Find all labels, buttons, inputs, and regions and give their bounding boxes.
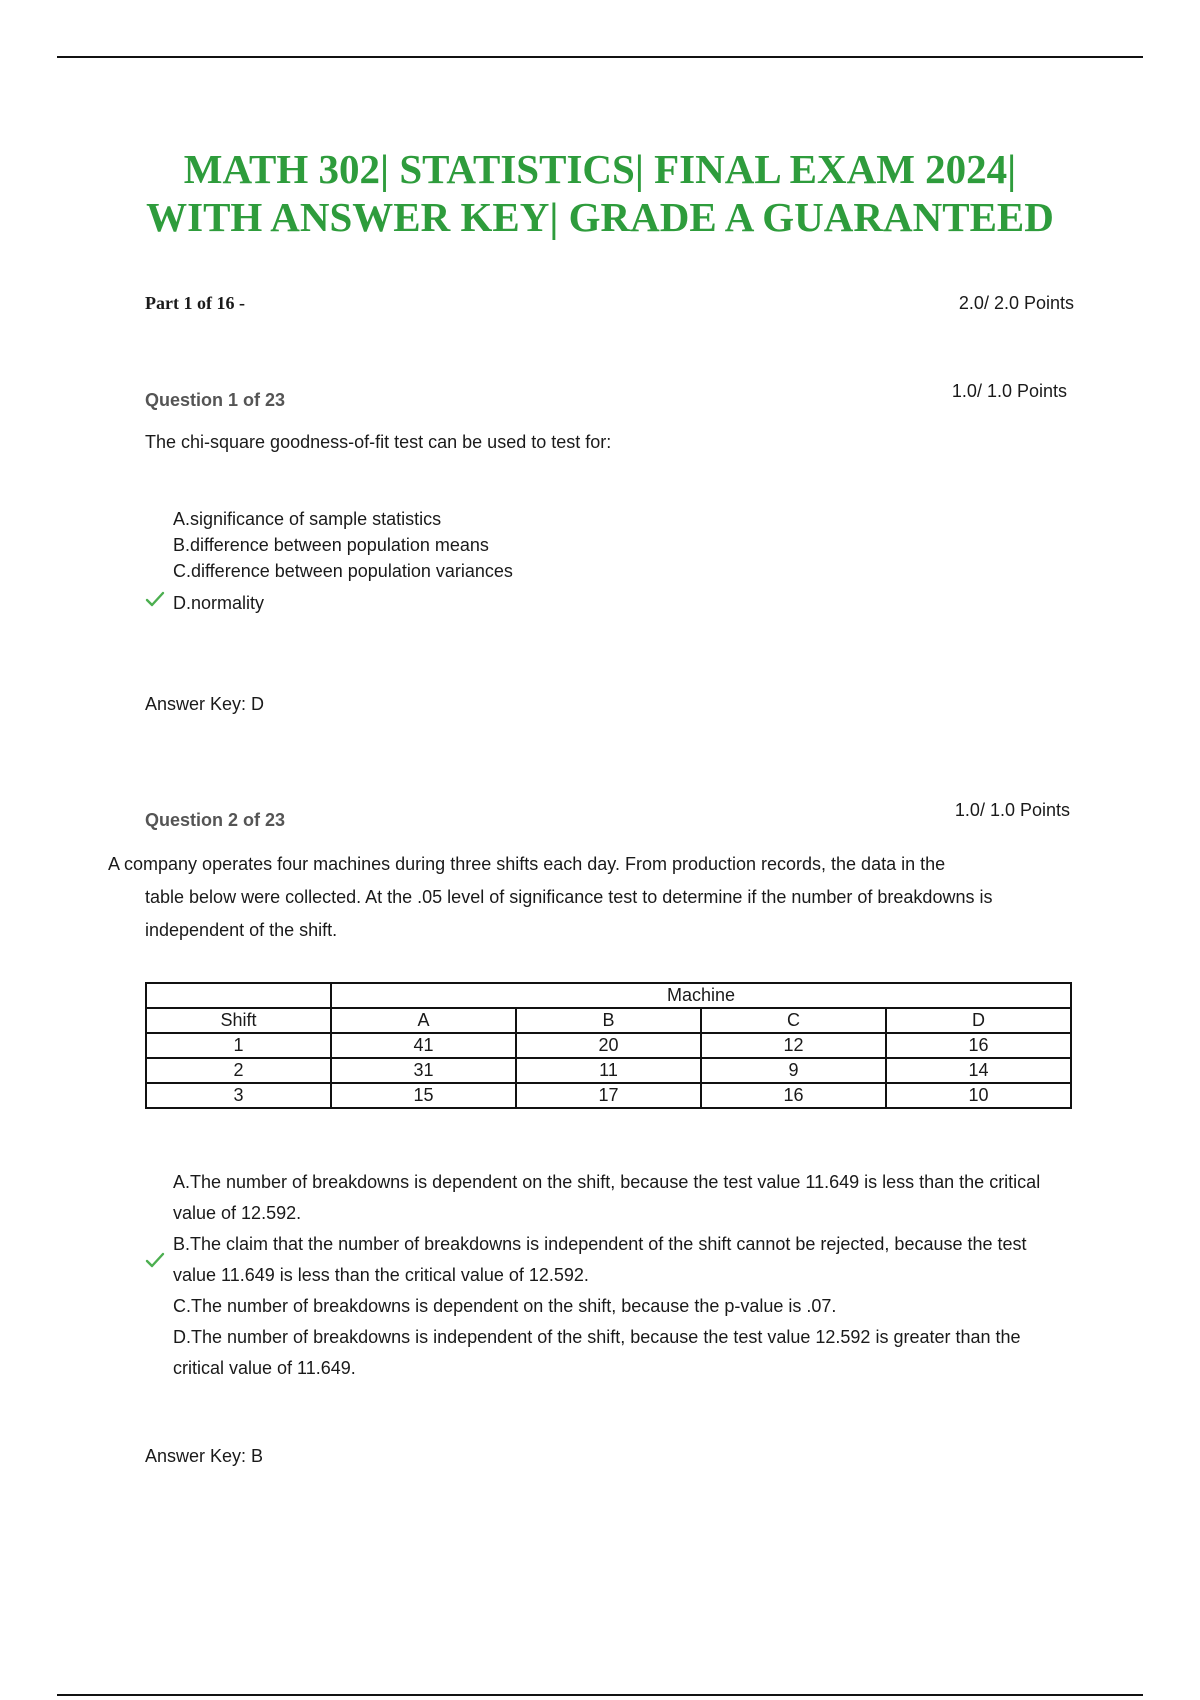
table-cell: 11 (516, 1058, 701, 1083)
table-cell: 10 (886, 1083, 1071, 1108)
table-cell: 9 (701, 1058, 886, 1083)
table-group-header-row (146, 983, 1071, 1008)
table-row (146, 1083, 1071, 1108)
question-2-label: Question 2 of 23 (145, 810, 286, 830)
table-cell: 41 (331, 1033, 516, 1058)
checkmark-icon (145, 590, 165, 610)
question-2-option-b: B.The claim that the number of breakdowns is independent of the shift cannot be rejected, because the test value 11.649 is less than the critical value of 12.592. (173, 1234, 1027, 1285)
table-cell: 16 (886, 1033, 1071, 1058)
table-cell: 16 (701, 1083, 886, 1108)
title-line-2: WITH ANSWER KEY| GRADE A GUARANTEED (146, 194, 1054, 240)
table-group-header: Machine (331, 983, 1071, 1008)
table-cell: 20 (516, 1033, 701, 1058)
table-cell: 12 (701, 1033, 886, 1058)
table-header-a: A (331, 1008, 516, 1033)
table-header-b: B (516, 1008, 701, 1033)
table-cell: 17 (516, 1083, 701, 1108)
question-1-text: The chi-square goodness-of-fit test can be used to test for: (145, 432, 612, 452)
table-row (146, 1033, 1071, 1058)
question-1-label: Question 1 of 23 (145, 390, 286, 410)
question-2-answer-key: Answer Key: B (145, 1446, 264, 1466)
question-2-option-d: D.The number of breakdowns is independent of the shift, because the test value 12.592 is greater than the critical value of 11.649. (173, 1327, 1021, 1378)
table-row (146, 1058, 1071, 1083)
table-header-d: D (886, 1008, 1071, 1033)
table-cell: 1 (146, 1033, 331, 1058)
question-2-text-rest: table below were collected. At the .05 level of significance test to determine if the number of breakdowns is independent of the shift. (145, 887, 993, 940)
table-cell: 15 (331, 1083, 516, 1108)
checkmark-icon (145, 1251, 165, 1271)
question-1-option-c: C.difference between population variances (173, 561, 513, 581)
part-points: 2.0/ 2.0 Points (958, 293, 1074, 313)
question-2-option-b-row (173, 1229, 1053, 1291)
question-1-option-d-row (173, 590, 1053, 616)
table-cell-empty (146, 983, 331, 1008)
question-2-option-a: A.The number of breakdowns is dependent on the shift, because the test value 11.649 is less than the critical value of 12.592. (173, 1172, 1041, 1223)
question-2-options (173, 1167, 1053, 1384)
table-cell: 2 (146, 1058, 331, 1083)
question-2-option-c: C.The number of breakdowns is dependent on the shift, because the p-value is .07. (173, 1296, 837, 1316)
table-header-c: C (701, 1008, 886, 1033)
part-label: Part 1 of 16 - (145, 293, 245, 313)
table-cell: 3 (146, 1083, 331, 1108)
question-1-option-b: B.difference between population means (173, 535, 489, 555)
question-1-options (173, 506, 1053, 616)
question-2-points: 1.0/ 1.0 Points (954, 800, 1070, 820)
breakdowns-table (145, 982, 1072, 1109)
bottom-rule (57, 1694, 1143, 1696)
question-1-option-a: A.significance of sample statistics (173, 509, 442, 529)
table-header-shift: Shift (146, 1008, 331, 1033)
table-cell: 31 (331, 1058, 516, 1083)
question-1-answer-key: Answer Key: D (145, 694, 265, 714)
question-2-text-line-1: A company operates four machines during three shifts each day. From production records, the data in the (108, 854, 946, 874)
question-1-option-d: D.normality (173, 593, 265, 613)
title-line-1: MATH 302| STATISTICS| FINAL EXAM 2024| (183, 146, 1017, 192)
top-rule (57, 56, 1143, 58)
table-cell: 14 (886, 1058, 1071, 1083)
question-1-points: 1.0/ 1.0 Points (951, 381, 1067, 401)
question-2-text (108, 848, 1078, 947)
document-title (0, 145, 1200, 241)
table-header-row (146, 1008, 1071, 1033)
